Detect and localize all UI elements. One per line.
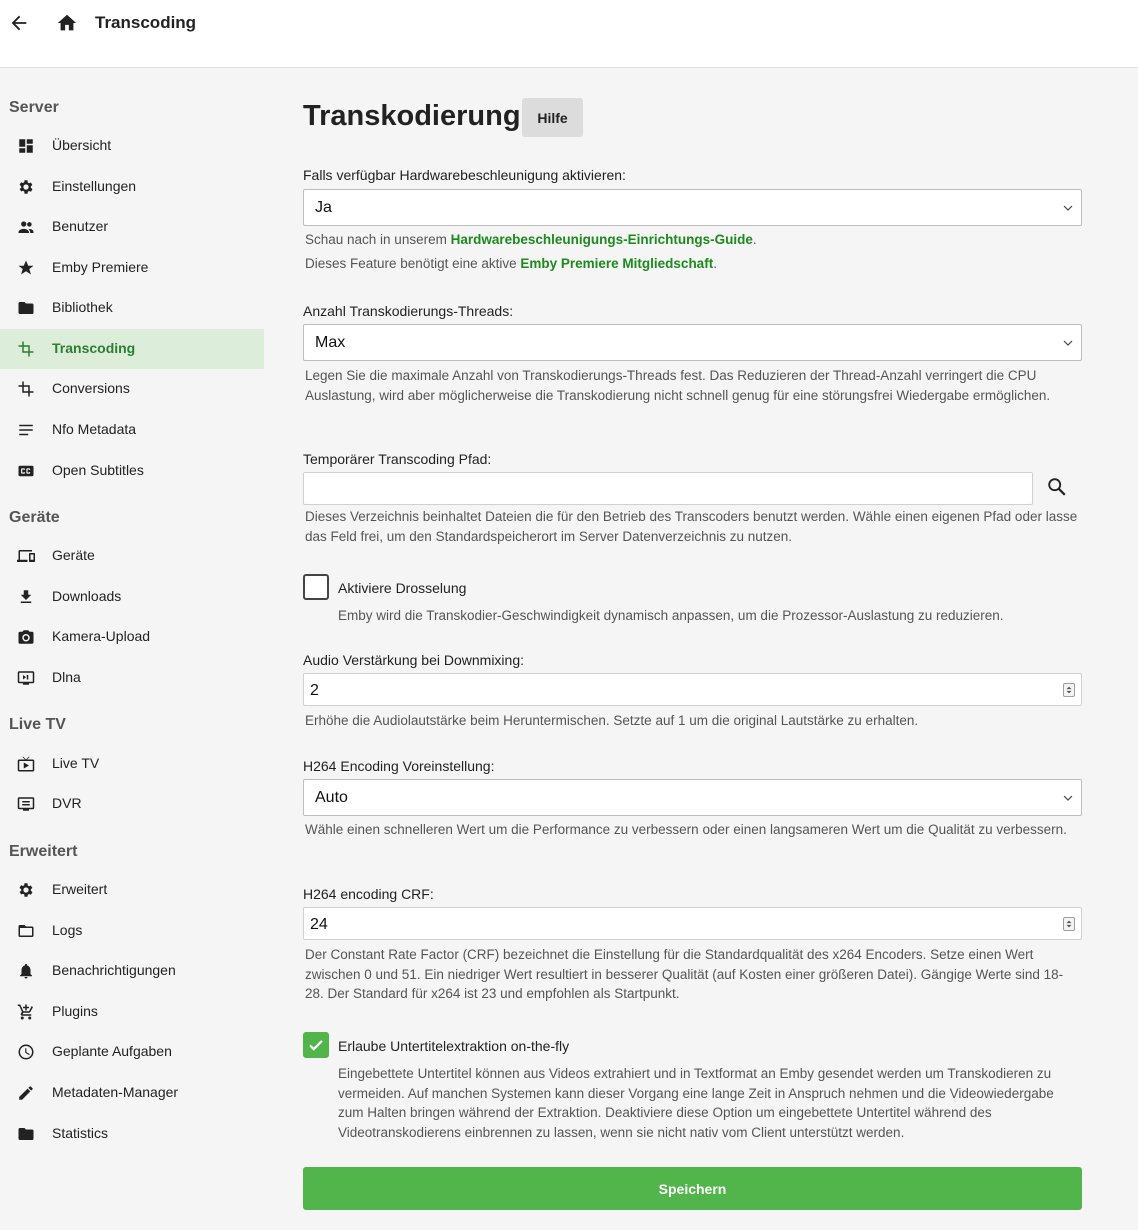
live-tv-icon xyxy=(17,755,35,773)
transcode-icon xyxy=(17,340,35,358)
hw-accel-guide-link[interactable]: Hardwarebeschleunigungs-Einrichtungs-Guide xyxy=(450,232,753,247)
throttle-label: Aktiviere Drosselung xyxy=(338,580,467,596)
header-title: Transcoding xyxy=(95,13,197,32)
sidebar-item-nfo-metadata[interactable] xyxy=(0,410,264,450)
sidebar-item-label: Bibliothek xyxy=(52,299,113,315)
hw-accel-guide-post: . xyxy=(752,232,757,247)
save-button[interactable]: Speichern xyxy=(303,1167,1082,1210)
h264-preset-select[interactable] xyxy=(303,779,1082,816)
sidebar-item-metadaten-manager[interactable] xyxy=(0,1073,264,1113)
sidebar-item-conversions[interactable] xyxy=(0,369,264,409)
transcode-icon xyxy=(17,380,35,398)
chevron-down-icon xyxy=(1063,793,1073,803)
star-icon xyxy=(17,259,35,277)
sidebar-item-label: Nfo Metadata xyxy=(52,421,137,437)
sidebar-item-emby-premiere[interactable] xyxy=(0,248,264,288)
pencil-icon xyxy=(17,1084,35,1102)
chevron-down-icon xyxy=(1063,338,1073,348)
stepper-icon[interactable] xyxy=(1063,917,1075,931)
temp-path-label: Temporärer Transcoding Pfad: xyxy=(303,451,492,467)
sidebar-item-einstellungen[interactable] xyxy=(0,167,264,207)
dlna-icon xyxy=(17,669,35,687)
hw-accel-guide-pre: Schau nach in unserem xyxy=(305,232,451,247)
h264-crf-description: Der Constant Rate Factor (CRF) bezeichnet die Einstellung für die Standardqualität des x264 Encoders. Setze einen Wert zwischen 0 und 51. Ein niedriger Wert resultiert in besserer Qualität (auf Kosten einer größeren Datei). Gängige Werte sind 18-28. Der Standard für x264 ist 23 und empfohlen als Startpunkt. xyxy=(305,947,1064,1001)
folder-outline-icon xyxy=(17,922,35,940)
dashboard-icon xyxy=(17,137,35,155)
hw-accel-guide-text xyxy=(305,230,1081,250)
downmix-value: 2 xyxy=(310,682,319,699)
threads-description: Legen Sie die maximale Anzahl von Transkodierungs-Threads fest. Das Reduzieren der Thread-Anzahl verringert die CPU Auslastung, wird aber möglicherweise die Transkodierung nicht schnell genug für eine störungsfrei Wiedergabe ermöglichen. xyxy=(305,368,1051,403)
sidebar-item-label: Dlna xyxy=(52,669,81,685)
sidebar-item-label: Conversions xyxy=(52,380,130,396)
chevron-down-icon xyxy=(1063,203,1073,213)
subtitle-extract-label: Erlaube Untertitelextraktion on-the-fly xyxy=(338,1038,570,1054)
h264-crf-number-input[interactable] xyxy=(303,907,1082,940)
hw-accel-premiere-post: . xyxy=(713,256,717,271)
checkmark-icon xyxy=(307,1036,325,1054)
sidebar-item-label: Emby Premiere xyxy=(52,259,149,275)
download-icon xyxy=(17,588,35,606)
h264-preset-description: Wähle einen schnelleren Wert um die Performance zu verbessern oder einen langsameren Wert um die Qualität zu verbessern. xyxy=(305,822,1067,837)
home-icon[interactable] xyxy=(56,12,78,34)
page-title: Transkodierung xyxy=(303,100,521,132)
sidebar-item-downloads[interactable] xyxy=(0,577,264,617)
camera-icon xyxy=(17,628,35,646)
threads-label: Anzahl Transkodierungs-Threads: xyxy=(303,303,514,319)
h264-crf-value: 24 xyxy=(310,916,328,933)
sidebar-item-label: Open Subtitles xyxy=(52,462,144,478)
sidebar-section-server: Server xyxy=(9,99,59,116)
clock-icon xyxy=(17,1043,35,1061)
h264-crf-label: H264 encoding CRF: xyxy=(303,886,434,902)
folder-icon xyxy=(17,1125,35,1143)
app-header xyxy=(0,0,1138,68)
sidebar-item-open-subtitles[interactable] xyxy=(0,451,264,491)
stepper-icon[interactable] xyxy=(1063,683,1075,697)
h264-preset-value: Auto xyxy=(315,789,348,806)
threads-value: Max xyxy=(315,334,346,351)
sidebar-item-label: Statistics xyxy=(52,1125,109,1141)
sidebar-item-label: Logs xyxy=(52,922,83,938)
hw-accel-label: Falls verfügbar Hardwarebeschleunigung aktivieren: xyxy=(303,167,626,183)
subtitle-extract-checkbox[interactable] xyxy=(303,1032,329,1058)
sidebar-section-live-tv: Live TV xyxy=(9,716,66,733)
dvr-icon xyxy=(17,795,35,813)
sidebar-item-label: Live TV xyxy=(52,755,100,771)
sidebar xyxy=(0,68,264,1230)
downmix-number-input[interactable] xyxy=(303,673,1082,706)
sidebar-item-label: Plugins xyxy=(52,1003,98,1019)
sidebar-item-label: Transcoding xyxy=(52,340,136,356)
subtitle-extract-description: Eingebettete Untertitel können aus Videos extrahiert und in Textformat an Emby gesendet werden um Transkodieren zu vermeiden. Auf manchen Systemen kann dieser Vorgang eine lange Zeit in Anspruch nehmen und die Videowiedergabe zum Halten bringen während der Extraktion. Deaktiviere diese Option um eingebettete Untertitel während des Videotranskodierens einbrennen zu lassen, wenn sie nicht nativ vom Client unterstützt werden. xyxy=(338,1066,1054,1140)
sidebar-item-logs[interactable] xyxy=(0,911,264,951)
throttle-description: Emby wird die Transkodier-Geschwindigkeit dynamisch anpassen, um die Prozessor-Auslastung zu reduzieren. xyxy=(338,608,1004,623)
throttle-checkbox[interactable] xyxy=(303,574,329,600)
sidebar-section-erweitert: Erweitert xyxy=(9,843,78,860)
sidebar-item-label: Übersicht xyxy=(52,137,112,153)
sidebar-item-dvr[interactable] xyxy=(0,784,264,824)
sidebar-item-erweitert[interactable] xyxy=(0,870,264,910)
downmix-description: Erhöhe die Audiolautstärke beim Heruntermischen. Setzte auf 1 um die original Lautstärke zu erhalten. xyxy=(305,713,919,728)
sidebar-item-kamera-upload[interactable] xyxy=(0,617,264,657)
sidebar-item-label: Benutzer xyxy=(52,218,109,234)
hw-accel-premiere-pre: Dieses Feature benötigt eine aktive xyxy=(305,256,521,271)
emby-premiere-link[interactable]: Emby Premiere Mitgliedschaft xyxy=(520,256,714,271)
sidebar-item-label: Einstellungen xyxy=(52,178,137,194)
sidebar-item-label: Downloads xyxy=(52,588,122,604)
sidebar-item-uebersicht[interactable] xyxy=(0,126,264,166)
temp-path-description: Dieses Verzeichnis beinhaltet Dateien die für den Betrieb des Transcoders benutzt werden. Wähle einen eigenen Pfad oder lasse das Feld frei, um den Standardspeicherort im Server Datenverzeichnis zu nutzen. xyxy=(305,509,1078,544)
sidebar-item-label: DVR xyxy=(52,795,82,811)
sidebar-item-plugins[interactable] xyxy=(0,992,264,1032)
sidebar-item-label: Metadaten-Manager xyxy=(52,1084,179,1100)
arrow-left-icon[interactable] xyxy=(8,12,30,34)
sidebar-item-live-tv[interactable] xyxy=(0,744,264,784)
sidebar-item-label: Geräte xyxy=(52,547,95,563)
h264-preset-label: H264 Encoding Voreinstellung: xyxy=(303,758,495,774)
hw-accel-select[interactable] xyxy=(303,189,1082,226)
sidebar-section-geraete: Geräte xyxy=(9,509,60,526)
search-icon[interactable] xyxy=(1046,476,1068,498)
hw-accel-value: Ja xyxy=(315,199,332,216)
sidebar-item-label: Geplante Aufgaben xyxy=(52,1043,172,1059)
people-icon xyxy=(17,218,35,236)
sidebar-item-geplante-aufgaben[interactable] xyxy=(0,1032,264,1072)
sidebar-item-transcoding[interactable] xyxy=(0,329,264,369)
lines-icon xyxy=(17,421,35,439)
closed-caption-icon xyxy=(17,462,35,480)
gear-icon xyxy=(17,178,35,196)
threads-select[interactable] xyxy=(303,324,1082,361)
cart-icon xyxy=(17,1003,35,1021)
gear-icon xyxy=(17,881,35,899)
sidebar-item-statistics[interactable] xyxy=(0,1114,264,1154)
bell-icon xyxy=(17,962,35,980)
downmix-label: Audio Verstärkung bei Downmixing: xyxy=(303,652,525,668)
sidebar-item-benutzer[interactable] xyxy=(0,207,264,247)
sidebar-item-label: Kamera-Upload xyxy=(52,628,151,644)
devices-icon xyxy=(17,547,35,565)
sidebar-item-label: Erweitert xyxy=(52,881,108,897)
sidebar-item-dlna[interactable] xyxy=(0,658,264,698)
temp-path-input[interactable] xyxy=(303,472,1033,505)
sidebar-item-bibliothek[interactable] xyxy=(0,288,264,328)
hw-accel-premiere-text xyxy=(305,254,1081,274)
folder-icon xyxy=(17,299,35,317)
sidebar-item-geraete[interactable] xyxy=(0,536,264,576)
sidebar-item-benachrichtigungen[interactable] xyxy=(0,951,264,991)
help-button[interactable]: Hilfe xyxy=(522,98,583,137)
sidebar-item-label: Benachrichtigungen xyxy=(52,962,176,978)
